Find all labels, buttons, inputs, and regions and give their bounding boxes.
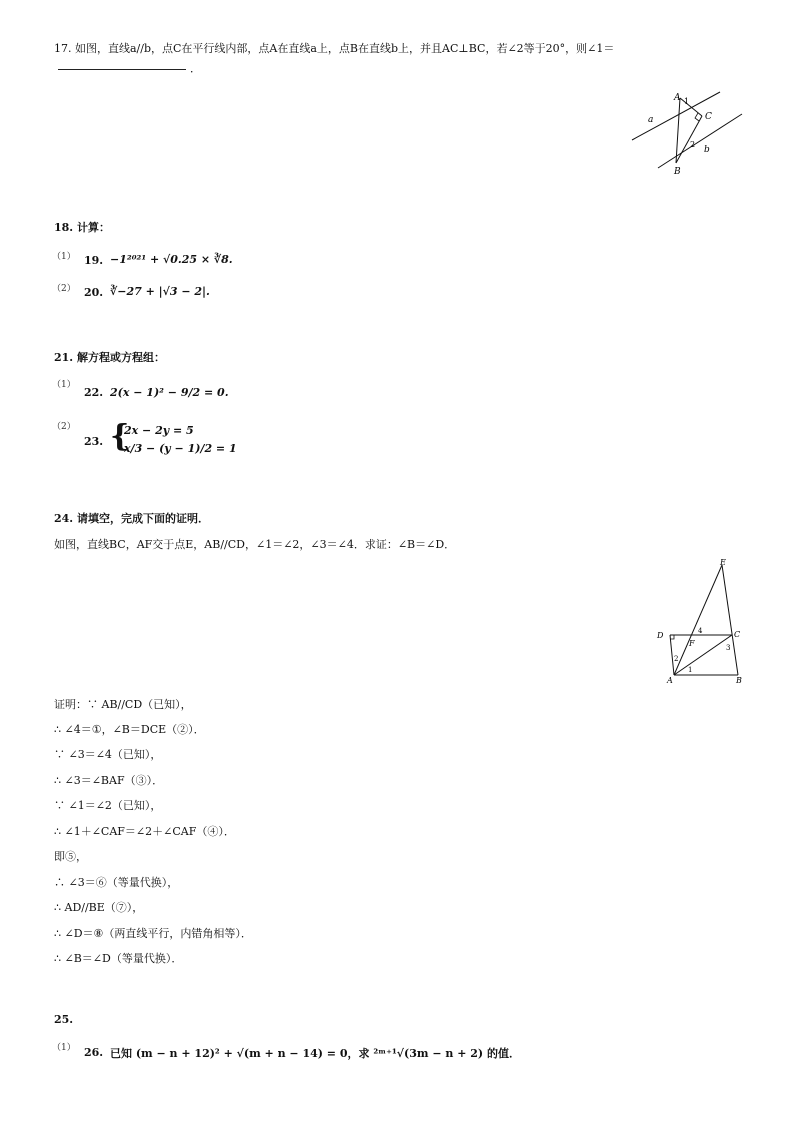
q24-label-B: B [736,676,742,685]
q24-label-A: A [667,676,673,685]
q17-segment-AB [676,98,680,163]
q24-proof-line-3: ∵ ∠3＝∠4（已知）， [54,748,162,761]
q17-right-angle [695,113,699,121]
q24-proof-line-8: ∴ ∠3＝⑥（等量代换）， [54,876,179,889]
q17-angle-2: 2 [690,140,696,149]
q24-angle-1: 1 [688,666,693,674]
q18-part2-label: （2） [52,284,76,294]
q24-label-E: E [720,558,726,567]
q21-part1-label: （1） [52,380,76,390]
q24-proof-line-9: ∴ AD//BE（⑦）， [54,901,144,914]
q18-part1-label: （1） [52,252,76,262]
q25-title: 25. [54,1013,74,1026]
q18-part1-number: 19. [84,254,104,267]
q25-part1-label: （1） [52,1043,76,1053]
q17-label-A: A [674,93,681,103]
q18-part1-expression: −1²⁰²¹ + √0.25 × ∛8. [110,253,233,266]
q24-description: 如图，直线BC，AF交于点E，AB//CD，∠1＝∠2，∠3＝∠4．求证：∠B＝∠D． [54,538,456,551]
q17-label-a: a [648,115,654,125]
q24-label-C: C [734,630,741,639]
q18-part2-number: 20. [84,286,104,299]
q24-proof-line-10: ∴ ∠D＝⑧（两直线平行，内错角相等）． [54,927,252,940]
q17-line-b [658,114,742,168]
q17-answer-blank [58,69,186,70]
q25-part1-number: 26. [84,1046,104,1059]
q21-part1-expression: 2(x − 1)² − 9/2 = 0. [110,386,229,399]
q17-segment-BC [676,116,702,163]
q17-label-C: C [705,112,712,122]
q24-proof-line-1: 证明：∵ AB//CD（已知）， [54,698,192,711]
q21-part1-number: 22. [84,386,104,399]
q17-text: 17. 如图，直线a//b，点C在平行线内部，点A在直线a上，点B在直线b上，并且AC⊥BC，若∠2等于20°，则∠1＝ [54,42,615,55]
q17-end: ． [190,62,201,75]
q24-angle-3: 3 [726,644,731,652]
q24-proof-line-4: ∴ ∠3＝∠BAF（③）． [54,774,164,787]
q24-angle-4: 4 [698,627,703,635]
q21-system-line2: x/3 − (y − 1)/2 = 1 [124,442,237,455]
q24-label-D: D [657,631,664,640]
q25-part1-expression: 已知 (m − n + 12)² + √(m + n − 14) = 0，求 ²ᵐ⁺¹√(3m − n + 2) 的值． [110,1047,520,1060]
q17-angle-1: 1 [684,97,690,106]
q24-angle-2: 2 [674,655,679,663]
q21-title: 21. 解方程或方程组： [54,351,165,364]
q24-title: 24. 请填空，完成下面的证明． [54,512,209,525]
q18-part2-expression: ∛−27 + |√3 − 2|. [110,285,210,298]
q17-label-B: B [674,167,681,177]
q21-part2-label: （2） [52,422,76,432]
q17-label-b: b [704,145,710,155]
q24-label-F: F [689,639,695,648]
q24-proof-line-11: ∴ ∠B＝∠D（等量代换）． [54,952,183,965]
q24-segment-EB [722,565,741,675]
q18-title: 18. 计算： [54,221,110,234]
q21-part2-number: 23. [84,435,104,448]
q21-system-line1: 2x − 2y = 5 [124,424,194,437]
q24-proof-line-2: ∴ ∠4＝①，∠B＝DCE（②）． [54,723,205,736]
q24-proof-line-6: ∴ ∠1＋∠CAF＝∠2＋∠CAF（④）． [54,825,235,838]
q24-proof-line-5: ∵ ∠1＝∠2（已知）， [54,799,162,812]
q21-system-brace: { [110,419,130,454]
q24-figure [650,555,760,687]
q17-figure [620,88,750,180]
q24-proof-line-7: 即⑤， [54,850,87,863]
